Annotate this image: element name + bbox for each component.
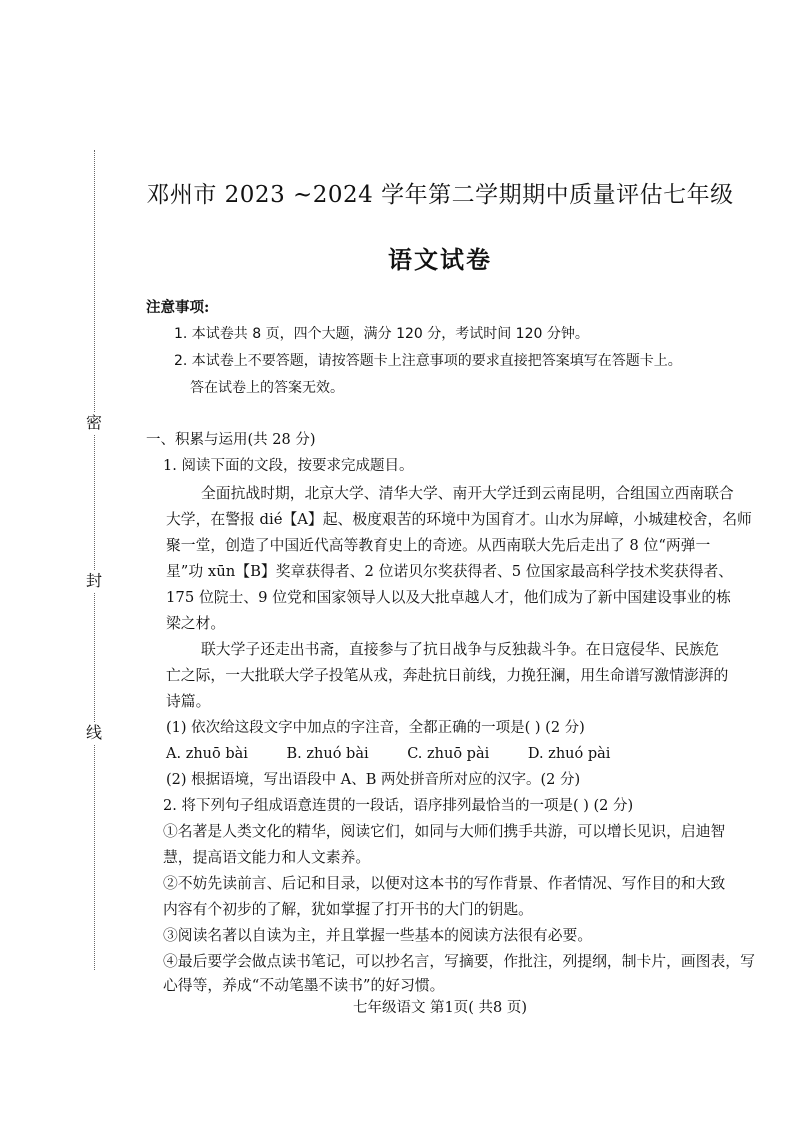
q2-sentence-line: ②不妨先读前言、后记和目录，以便对这本书的写作背景、作者情况、写作目的和大致 bbox=[163, 875, 726, 892]
q1-1-options bbox=[166, 744, 644, 764]
passage-line: 175 位院士、9 位党和国家领导人以及大批卓越人才，他们成为了新中国建设事业的栋 bbox=[166, 589, 731, 606]
binding-char-mi: 密 bbox=[82, 412, 106, 434]
passage-line: 联大学子还走出书斋，直接参与了抗日战争与反独裁斗争。在日寇侵华、民族危 bbox=[201, 641, 719, 658]
notice-item-1: 1. 本试卷共 8 页，四个大题，满分 120 分，考试时间 120 分钟。 bbox=[174, 326, 589, 342]
binding-char-xian: 线 bbox=[82, 722, 106, 744]
passage-line: 亡之际，一大批联大学子投笔从戎，奔赴抗日前线，力挽狂澜，用生命谱写激情澎湃的 bbox=[166, 667, 729, 684]
section-1-heading: 一、积累与运用(共 28 分) bbox=[146, 432, 316, 448]
q1-2-question: (2) 根据语境，写出语段中 A、B 两处拼音所对应的汉字。(2 分) bbox=[166, 772, 581, 788]
passage-line: 聚一堂，创造了中国近代高等教育史上的奇迹。从西南联大先后走出了 8 位“两弹一 bbox=[166, 537, 711, 554]
passage-line: 大学，在警报 dié【A】起、极度艰苦的环境中为国育才。山水为屏嶂，小城建校舍，名师 bbox=[166, 511, 752, 528]
option-c: C. zhuō pài bbox=[407, 746, 490, 762]
q2-sentence-line: ①名著是人类文化的精华，阅读它们，如同与大师们携手共游，可以增长见识，启迪智 bbox=[163, 823, 726, 840]
binding-dotted-line bbox=[94, 150, 95, 970]
q1-1-question: (1) 依次给这段文字中加点的字注音，全都正确的一项是( ) (2 分) bbox=[166, 720, 585, 736]
q2-sentence-line: ③阅读名著以自读为主，并且掌握一些基本的阅读方法很有必要。 bbox=[163, 927, 593, 944]
passage-line: 星”功 xūn【B】奖章获得者、2 位诺贝尔奖获得者、5 位国家最高科学技术奖获得者、 bbox=[166, 563, 734, 580]
q2-sentence-line: ④最后要学会做点读书笔记，可以抄名言，写摘要，作批注，列提纲，制卡片，画图表，写 bbox=[163, 953, 755, 970]
option-a: A. zhuō bài bbox=[166, 746, 248, 762]
option-b: B. zhuó bài bbox=[286, 746, 369, 762]
q2-sentence-line: 内容有个初步的了解，犹如掌握了打开书的大门的钥匙。 bbox=[163, 901, 533, 918]
subject-title: 语文试卷 bbox=[388, 245, 492, 274]
passage-line: 全面抗战时期，北京大学、清华大学、南开大学迁到云南昆明，合组国立西南联合 bbox=[201, 485, 734, 502]
passage-line: 梁之材。 bbox=[166, 615, 226, 632]
notice-heading: 注意事项: bbox=[146, 299, 210, 316]
q2-sentence-line: 心得等，养成“不动笔墨不读书”的好习惯。 bbox=[163, 977, 445, 994]
notice-item-2-line-1: 2. 本试卷上不要答题，请按答题卡上注意事项的要求直接把答案填写在答题卡上。 bbox=[174, 353, 682, 369]
option-d: D. zhuó pài bbox=[527, 746, 611, 762]
binding-char-feng: 封 bbox=[82, 570, 106, 592]
q2-stem: 2. 将下列句子组成语意连贯的一段话，语序排列最恰当的一项是( ) (2 分) bbox=[163, 798, 634, 814]
q2-sentence-line: 慧，提高语文能力和人文素养。 bbox=[163, 849, 371, 866]
passage-line: 诗篇。 bbox=[166, 693, 211, 710]
exam-title: 邓州市 2023 ~2024 学年第二学期期中质量评估七年级 bbox=[146, 182, 734, 208]
notice-item-2-line-2: 答在试卷上的答案无效。 bbox=[190, 380, 344, 396]
q1-stem: 1. 阅读下面的文段，按要求完成题目。 bbox=[163, 458, 414, 474]
page-footer: 七年级语文 第1页( 共8 页) bbox=[352, 1000, 528, 1016]
